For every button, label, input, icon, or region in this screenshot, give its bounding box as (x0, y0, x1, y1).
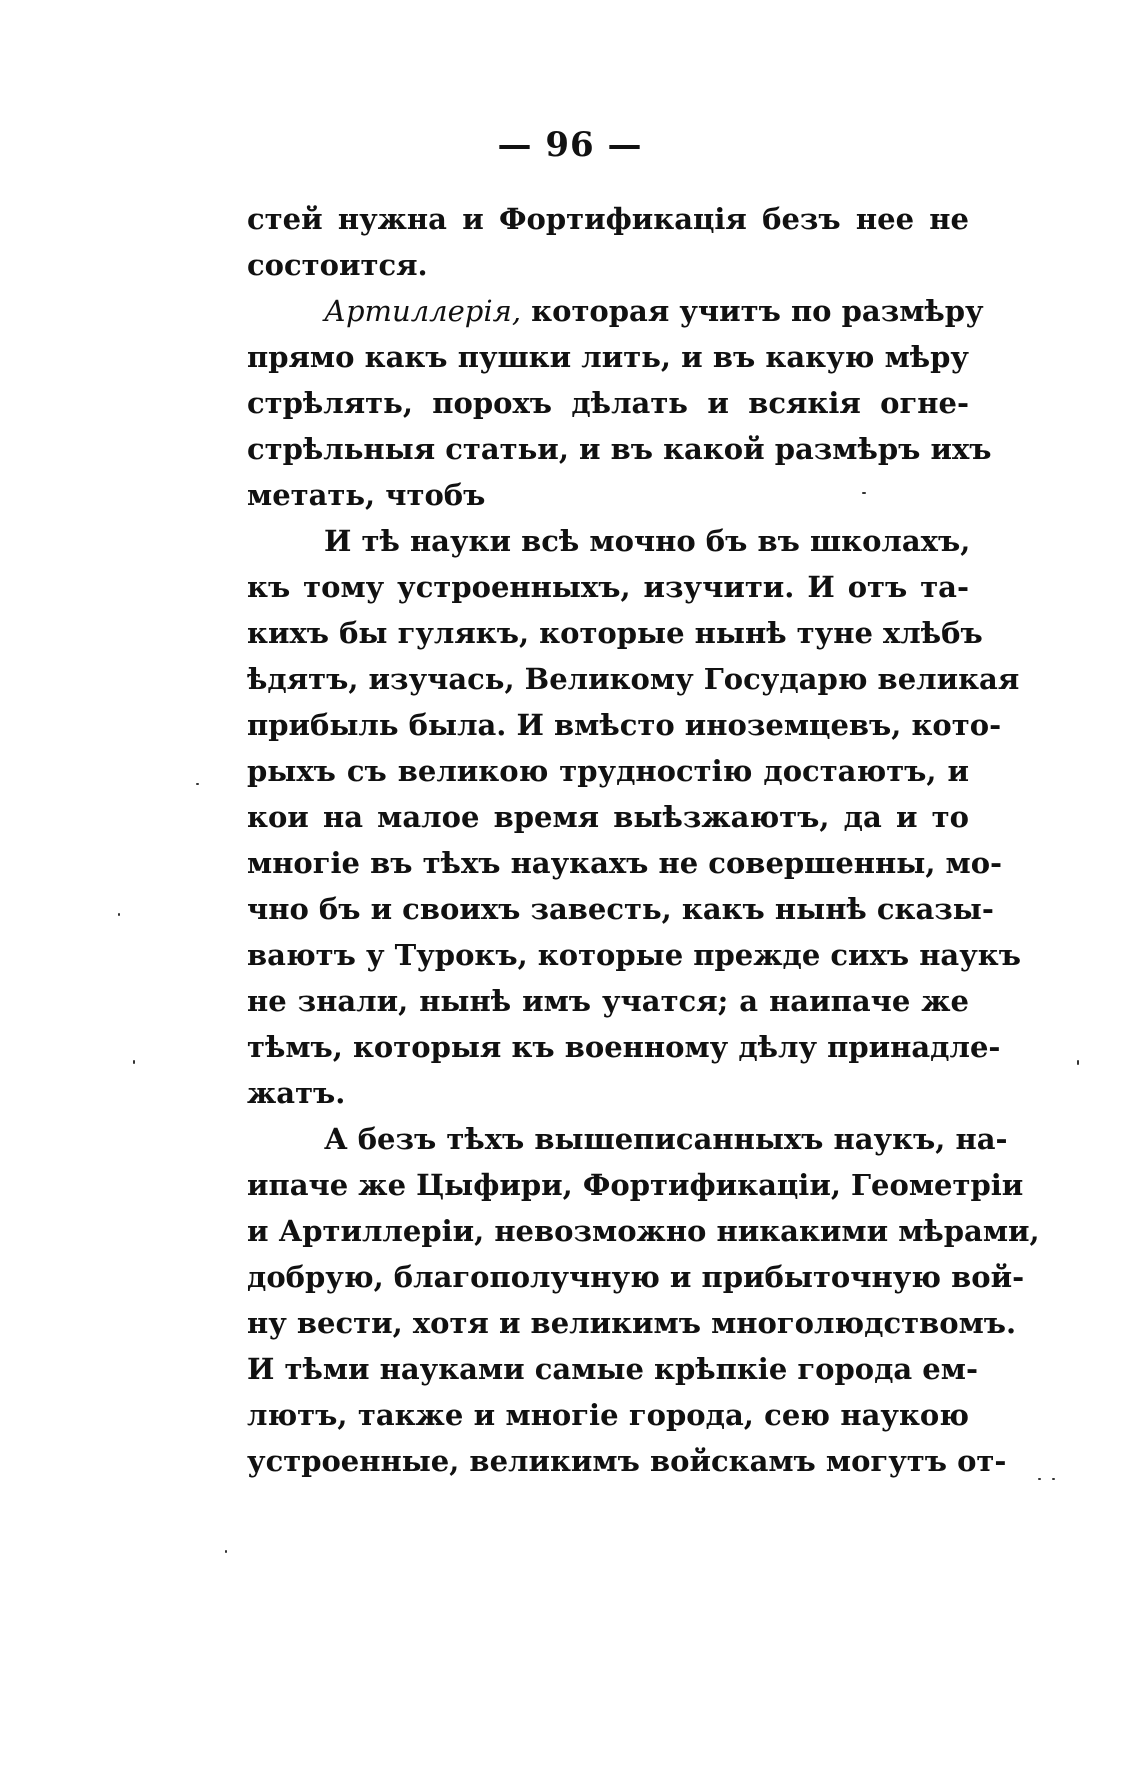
paragraph (247, 288, 992, 518)
text-line: ѣдятъ, изучась, Великому Государю великая (247, 662, 1020, 696)
text-line: и Артиллеріи, невозможно никакими мѣрами, (247, 1214, 1040, 1248)
speck (1077, 1060, 1079, 1065)
text-line: стей нужна и Фортификація безъ нее не (247, 202, 969, 236)
speck (133, 1060, 135, 1064)
text-line: ваютъ у Турокъ, которые прежде сихъ наукъ (247, 938, 1021, 972)
speck (225, 1550, 227, 1553)
text-line: не знали, нынѣ имъ учатся; а наипаче же (247, 984, 969, 1018)
text-line: рыхъ съ великою трудностію достаютъ, и (247, 754, 969, 788)
speck (862, 492, 866, 494)
text-line: жатъ. (247, 1076, 346, 1110)
text-line (247, 288, 984, 334)
text-line: прямо какъ пушки лить, и въ какую мѣру (247, 340, 969, 374)
text-line: къ тому устроенныхъ, изучити. И отъ та- (247, 570, 969, 604)
text-line: ну вести, хотя и великимъ многолюдствомъ. (247, 1306, 1017, 1340)
speck (118, 913, 120, 916)
text-line: стрѣльныя статьи, и въ какой размѣръ ихъ (247, 432, 992, 466)
text-line: добрую, благополучную и прибыточную вой- (247, 1260, 1025, 1294)
text-line: И тѣ науки всѣ мочно бъ въ школахъ, (324, 524, 971, 558)
text-line: тѣмъ, которыя къ военному дѣлу принадле- (247, 1030, 1001, 1064)
speck (1052, 1478, 1055, 1480)
text-line: стрѣлять, порохъ дѣлать и всякія огне- (247, 386, 969, 420)
text-line: лютъ, также и многіе города, сею наукою (247, 1398, 969, 1432)
body-text (247, 196, 1040, 1484)
speck (196, 783, 199, 785)
paragraph (247, 1116, 1040, 1484)
italic-term: Артиллерія, (324, 294, 522, 328)
text-line: прибыль была. И вмѣсто иноземцевъ, кото- (247, 708, 1002, 742)
text-line: кои на малое время выѣзжаютъ, да и то (247, 800, 969, 834)
paragraph (247, 196, 969, 288)
text-line: А безъ тѣхъ вышеписанныхъ наукъ, на- (324, 1122, 1008, 1156)
text-line: устроенные, великимъ войскамъ могутъ от- (247, 1444, 1007, 1478)
text-line: чно бъ и своихъ завесть, какъ нынѣ сказы- (247, 892, 994, 926)
text-line: состоится. (247, 248, 428, 282)
page-number: — 96 — (497, 125, 643, 165)
text-line: кихъ бы гулякъ, которые нынѣ туне хлѣбъ (247, 616, 983, 650)
text-line: многіе въ тѣхъ наукахъ не совершенны, мо- (247, 846, 1003, 880)
text-line: ипаче же Цыфири, Фортификаціи, Геометріи (247, 1168, 1024, 1202)
text-line-rest: которая учитъ по размѣру (521, 294, 984, 328)
paragraph (247, 518, 1021, 1116)
text-line: И тѣми науками самые крѣпкіе города ем- (247, 1352, 978, 1386)
text-line: метать, чтобъ (247, 478, 486, 512)
speck (1038, 1478, 1041, 1480)
